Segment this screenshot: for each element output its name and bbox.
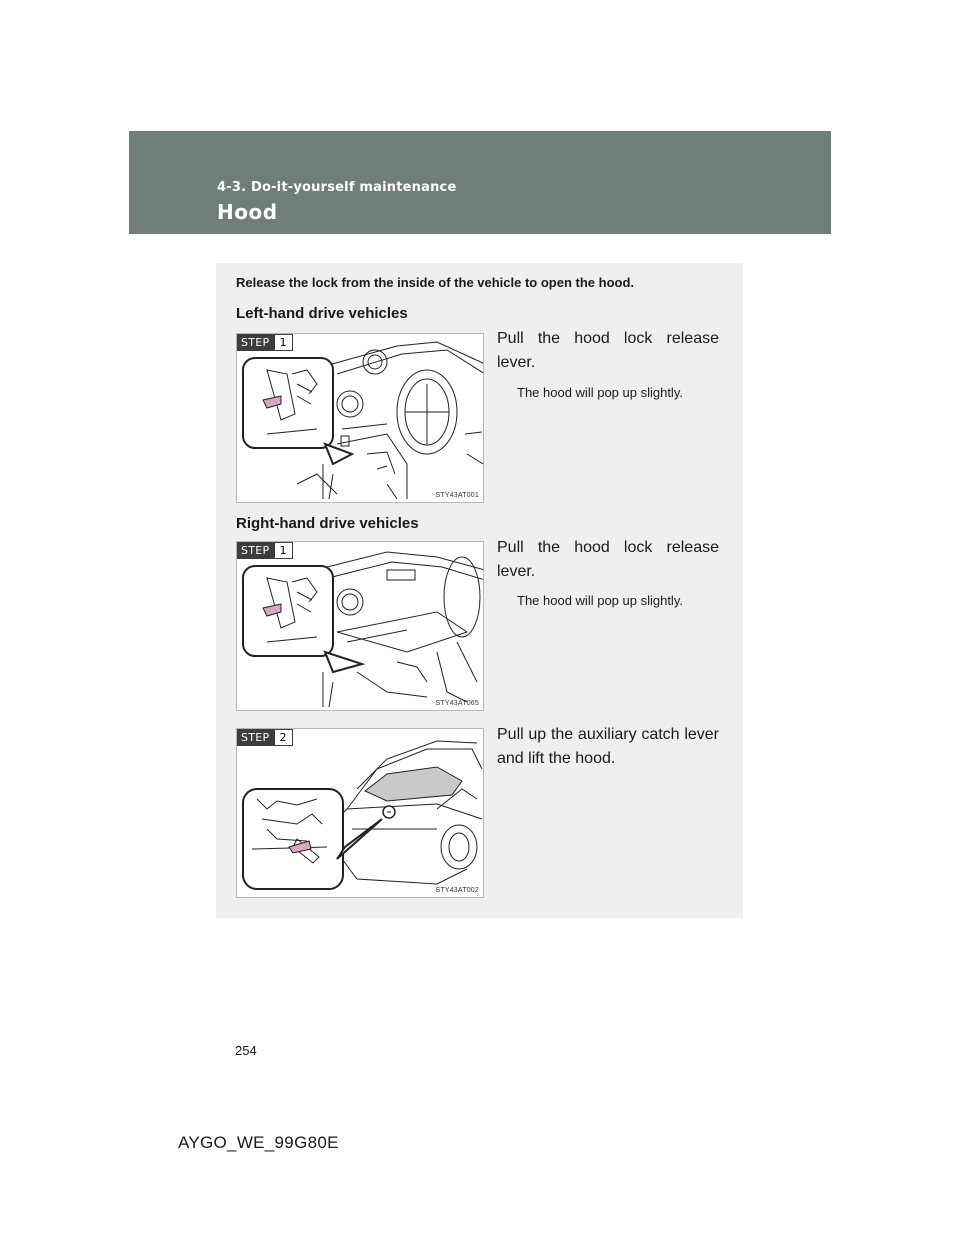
- page-title: Hood: [217, 200, 278, 224]
- catch-lever-illustration: [236, 728, 484, 898]
- page-number: 254: [235, 1043, 257, 1058]
- car-front-drawing: [237, 729, 484, 898]
- dashboard-drawing: [237, 542, 484, 711]
- dashboard-drawing: [237, 334, 484, 503]
- figure-code: STY43AT065: [435, 700, 479, 707]
- lhd-step-note: The hood will pop up slightly.: [517, 385, 683, 400]
- rhd-step-note: The hood will pop up slightly.: [517, 593, 683, 608]
- lhd-lever-illustration: [236, 333, 484, 503]
- step-2-text: Pull up the auxiliary catch lever and lift the hood.: [497, 726, 719, 767]
- figure-code: STY43AT001: [435, 492, 479, 499]
- step-2-badge: STEP 2: [237, 729, 293, 746]
- rhd-heading: Right-hand drive vehicles: [236, 515, 419, 532]
- lhd-step-text: Pull the hood lock release lever.: [497, 330, 719, 371]
- step-1-badge: STEP 1: [237, 334, 293, 351]
- lhd-heading: Left-hand drive vehicles: [236, 305, 408, 322]
- rhd-lever-illustration: [236, 541, 484, 711]
- intro-text: Release the lock from the inside of the vehicle to open the hood.: [236, 275, 635, 290]
- rhd-step-text: Pull the hood lock release lever.: [497, 539, 719, 580]
- figure-code: STY43AT002: [435, 887, 479, 894]
- section-label: 4-3. Do-it-yourself maintenance: [217, 180, 457, 195]
- document-code: AYGO_WE_99G80E: [178, 1133, 339, 1152]
- step-1-badge: STEP 1: [237, 542, 293, 559]
